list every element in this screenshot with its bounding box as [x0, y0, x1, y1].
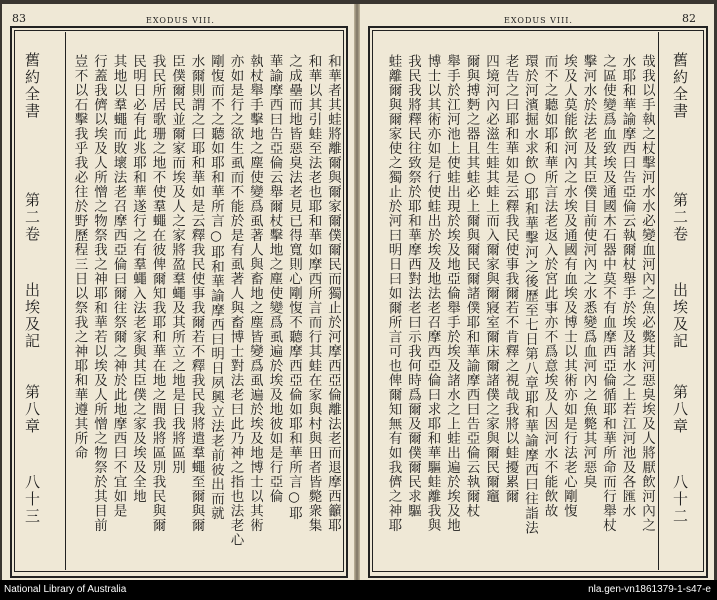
folio-number: 八十三	[23, 474, 41, 525]
text-column: 民明日必有此兆耶和華遂行之有羣蠅入法老家與其臣僕之家及埃及全地	[130, 54, 146, 504]
text-column: 爾與搏麪之器且其蛙必上爾與爾民爾諸僕耶和華諭摩西曰告亞倫云執爾杖	[463, 54, 480, 518]
margin-rule	[65, 32, 66, 570]
chapter-label: 第八章	[23, 384, 41, 435]
page-number: 82	[682, 12, 696, 25]
volume-label: 第二卷	[671, 192, 689, 243]
book-title: 舊約全書	[23, 52, 41, 120]
folio-number: 八十二	[671, 474, 689, 525]
text-column: 擊河水於法老及其臣僕目前使河內之水悉變爲血河內之魚斃其河惡臭	[580, 54, 597, 489]
text-column: 而不之聽如耶和華所言法老返入於宮此事亦不爲意埃及人因河水不能飲故	[541, 54, 558, 518]
footer-credit: National Library of Australia	[4, 584, 127, 595]
footer-bar	[0, 580, 717, 600]
chapter-label: 第八章	[671, 384, 689, 435]
text-column: 剛愎而不之聽如耶和華所言○耶和華諭摩西曰明日夙興立法老前彼出而就	[208, 54, 224, 521]
text-column: 舉手於江河池上使蛙出現於埃及地亞倫舉手於埃及諸水之上蛙出遍於埃及地	[444, 54, 460, 533]
text-column: 老告之曰耶和華如是云釋我民使事我爾若不肯釋之視哉我將以蛙擾累爾	[502, 54, 519, 504]
text-column: 和華者其蛙將離爾與爾家爾僕爾民而獨止於河摩西亞倫離法老而退摩西籲耶	[325, 54, 341, 533]
text-column: 華諭摩西曰告亞倫云舉爾杖擊地之塵使變爲虱遍於埃及地彼如是行亞倫	[266, 54, 283, 504]
volume-label: 第二卷	[23, 192, 41, 243]
page-number: 83	[12, 12, 26, 25]
text-column: 埃及人莫能飲河內之水埃及通國有血埃及博士以其術亦如是行法老心剛愎	[561, 54, 577, 518]
text-column: 我民所居歌珊之地不使羣蠅在彼俾爾知我耶和華在地之間我將區別我民與爾	[149, 54, 166, 533]
text-column: 我民我將釋民往致祭於耶和華摩西對法老曰示我何時爲爾及爾僕爾民求驅	[405, 54, 421, 518]
text-column: 其地以羣蠅而敗壞法老召摩西亞倫曰爾往祭爾之神於此地摩西曰不宜如是	[110, 54, 127, 518]
book-name: 出埃及記	[671, 282, 689, 350]
text-column: 水爾則謂之曰耶和華如是云釋我民使事我爾若不釋我民我將遣羣蠅至爾與爾	[188, 54, 205, 533]
book-name: 出埃及記	[23, 282, 41, 350]
text-column: 蛙離爾與爾家使之獨止於河曰明日曰如爾所言可也俾爾知無有如我儕之神耶	[385, 54, 402, 533]
text-column: 執杖舉手擊地之塵使變爲虱著人與畜地之塵皆變爲虱遍於埃及地博士以其術	[247, 54, 263, 533]
running-head: EXODUS VIII.	[504, 16, 573, 25]
running-head: EXODUS VIII.	[146, 16, 215, 25]
footer-identifier: nla.gen-vn1861379-1-s47-e	[588, 584, 711, 595]
text-column: 亦如是行之欲生虱而不能於是有虱著人與畜博士對法老曰此乃神之指也法老心	[227, 54, 244, 547]
right-page	[360, 4, 714, 580]
margin-rule	[658, 32, 659, 570]
book-title: 舊約全書	[671, 52, 689, 120]
text-column: 哉我以手執之杖擊河水水必變血河內之魚必斃其河惡臭埃及人將厭飲河內之	[639, 54, 655, 533]
text-column: 水耶和華諭摩西曰告亞倫云執爾杖舉手於埃及諸水之上若江河池及各匯水	[619, 54, 636, 518]
text-column: 博士以其術亦如是行使蛙出於埃及地法老召摩西亞倫曰求耶和華驅蛙離我與	[424, 54, 441, 533]
text-column: 之成壘而地皆惡臭法老見已得寬則心剛愎不聽摩西亞倫如耶和華所言○耶	[286, 54, 302, 521]
text-column: 環於河濱掘水求飲○耶和華擊河之後歷至七日第八章耶和華諭摩西曰往詣法	[522, 54, 538, 535]
left-page	[2, 4, 354, 580]
text-column: 臣僕爾民並爾家而埃及人之家將盈羣蠅及其所立之地是日我將區別	[169, 54, 185, 475]
text-column: 豈不以石擊我乎我必往於野歷程三日以祭我之神耶和華遵其所命	[71, 54, 88, 460]
text-column: 和華以其引蛙至法老也耶和華如摩西所言而行其蛙在家與村與田者皆斃衆集	[305, 54, 322, 533]
text-column: 四境河內必滋生蛙其蛙上而入爾家與爾寢室爾床爾諸僕之家與爾民爾竈	[483, 54, 499, 504]
text-column: 之區使變爲血致埃及通國木石器中莫不有血摩西亞倫循耶和華所命而行舉杖	[600, 54, 616, 533]
text-column: 行蓋我儕以埃及人所憎之物祭我之神耶和華若以埃及人所憎之物祭於其目前	[91, 54, 107, 533]
